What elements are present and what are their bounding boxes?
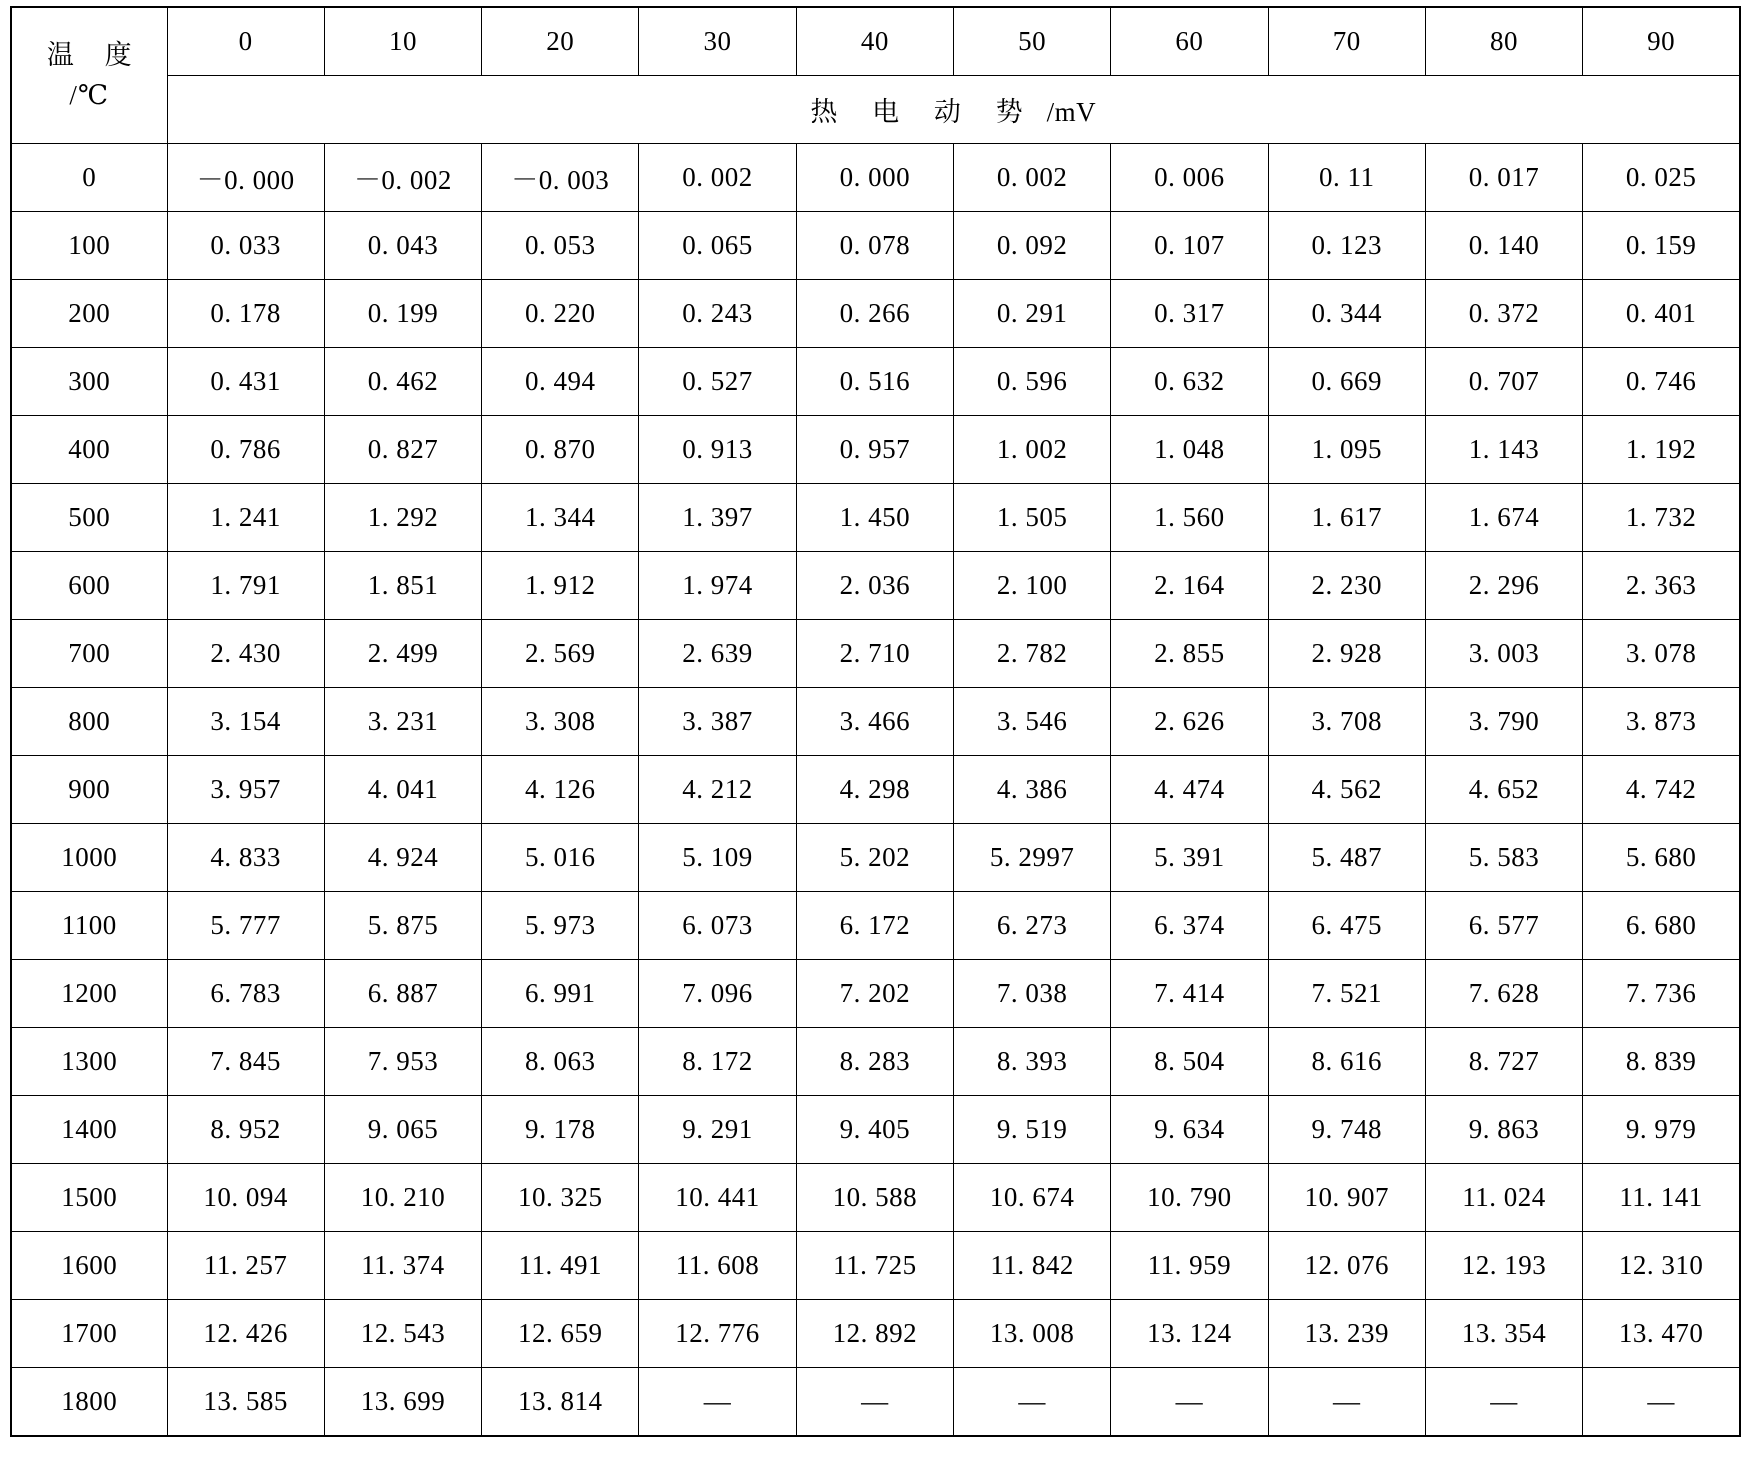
emf-value-cell: 0. 002 xyxy=(639,144,796,212)
emf-value-cell: 3. 790 xyxy=(1425,688,1582,756)
header-row-emf-band xyxy=(11,76,1740,144)
emf-band-cell xyxy=(167,76,1740,144)
emf-value-cell: 5. 875 xyxy=(324,892,481,960)
temperature-header-line1: 温 度 xyxy=(46,40,144,71)
emf-value-cell: 10. 674 xyxy=(953,1164,1110,1232)
emf-value-cell: 3. 957 xyxy=(167,756,324,824)
emf-value-cell: 1. 560 xyxy=(1111,484,1268,552)
emf-value-cell: 8. 839 xyxy=(1583,1028,1740,1096)
emf-value-cell: 7. 628 xyxy=(1425,960,1582,1028)
emf-value-cell: 7. 845 xyxy=(167,1028,324,1096)
row-temperature-cell: 1400 xyxy=(11,1096,167,1164)
row-temperature-cell: 100 xyxy=(11,212,167,280)
emf-value-cell: 1. 143 xyxy=(1425,416,1582,484)
emf-value-cell: 12. 193 xyxy=(1425,1232,1582,1300)
table-row xyxy=(11,620,1740,688)
emf-value-cell: 0. 078 xyxy=(796,212,953,280)
emf-value-cell: 10. 094 xyxy=(167,1164,324,1232)
row-temperature-cell: 1100 xyxy=(11,892,167,960)
table-row xyxy=(11,552,1740,620)
emf-value-cell: 8. 952 xyxy=(167,1096,324,1164)
emf-value-cell: 6. 680 xyxy=(1583,892,1740,960)
emf-value-cell: 6. 172 xyxy=(796,892,953,960)
emf-value-cell: 0. 140 xyxy=(1425,212,1582,280)
emf-value-cell: 12. 310 xyxy=(1583,1232,1740,1300)
table-row xyxy=(11,892,1740,960)
emf-value-cell: 1. 674 xyxy=(1425,484,1582,552)
emf-value-cell: 13. 585 xyxy=(167,1368,324,1437)
emf-value-cell: — xyxy=(1111,1368,1268,1437)
emf-value-cell: 3. 154 xyxy=(167,688,324,756)
emf-value-cell: 7. 953 xyxy=(324,1028,481,1096)
emf-value-cell: 2. 782 xyxy=(953,620,1110,688)
column-header-0: 0 xyxy=(167,7,324,76)
emf-value-cell: 12. 659 xyxy=(482,1300,639,1368)
emf-value-cell: 4. 298 xyxy=(796,756,953,824)
emf-value-cell: 4. 386 xyxy=(953,756,1110,824)
column-header-20: 20 xyxy=(482,7,639,76)
emf-value-cell: 7. 521 xyxy=(1268,960,1425,1028)
emf-value-cell: 8. 393 xyxy=(953,1028,1110,1096)
table-row xyxy=(11,1164,1740,1232)
table-row xyxy=(11,1096,1740,1164)
emf-value-cell: 0. 827 xyxy=(324,416,481,484)
emf-value-cell: 0. 033 xyxy=(167,212,324,280)
emf-value-cell: 2. 710 xyxy=(796,620,953,688)
row-temperature-cell: 1000 xyxy=(11,824,167,892)
emf-value-cell: 0. 000 xyxy=(796,144,953,212)
emf-value-cell: 8. 727 xyxy=(1425,1028,1582,1096)
emf-value-cell: 2. 036 xyxy=(796,552,953,620)
emf-value-cell: 0. 006 xyxy=(1111,144,1268,212)
emf-value-cell: 0. 344 xyxy=(1268,280,1425,348)
emf-value-cell: 9. 405 xyxy=(796,1096,953,1164)
column-header-10: 10 xyxy=(324,7,481,76)
row-temperature-cell: 1700 xyxy=(11,1300,167,1368)
table-row xyxy=(11,280,1740,348)
emf-value-cell: 0. 746 xyxy=(1583,348,1740,416)
emf-value-cell: 0. 786 xyxy=(167,416,324,484)
emf-value-cell: 0. 123 xyxy=(1268,212,1425,280)
row-temperature-cell: 200 xyxy=(11,280,167,348)
emf-value-cell: 1. 912 xyxy=(482,552,639,620)
emf-value-cell: 1. 002 xyxy=(953,416,1110,484)
emf-value-cell: 6. 577 xyxy=(1425,892,1582,960)
emf-value-cell: 4. 041 xyxy=(324,756,481,824)
emf-value-cell: 10. 325 xyxy=(482,1164,639,1232)
emf-value-cell: 7. 038 xyxy=(953,960,1110,1028)
emf-value-cell: 2. 639 xyxy=(639,620,796,688)
emf-value-cell: 5. 109 xyxy=(639,824,796,892)
emf-value-cell: 2. 855 xyxy=(1111,620,1268,688)
emf-value-cell: 1. 791 xyxy=(167,552,324,620)
emf-value-cell: 2. 626 xyxy=(1111,688,1268,756)
emf-value-cell: 0. 178 xyxy=(167,280,324,348)
row-temperature-cell: 0 xyxy=(11,144,167,212)
table-row xyxy=(11,1028,1740,1096)
emf-value-cell: 0. 401 xyxy=(1583,280,1740,348)
emf-value-cell: 5. 391 xyxy=(1111,824,1268,892)
emf-value-cell: 10. 907 xyxy=(1268,1164,1425,1232)
emf-value-cell: 10. 790 xyxy=(1111,1164,1268,1232)
emf-value-cell: 1. 617 xyxy=(1268,484,1425,552)
emf-value-cell: — xyxy=(1425,1368,1582,1437)
emf-value-cell: 0. 159 xyxy=(1583,212,1740,280)
emf-value-cell: 7. 202 xyxy=(796,960,953,1028)
emf-value-cell: 8. 616 xyxy=(1268,1028,1425,1096)
thermocouple-emf-table xyxy=(10,6,1741,1437)
emf-value-cell: 0. 107 xyxy=(1111,212,1268,280)
emf-value-cell: 0. 043 xyxy=(324,212,481,280)
column-header-60: 60 xyxy=(1111,7,1268,76)
emf-value-cell: 0. 707 xyxy=(1425,348,1582,416)
emf-value-cell: 9. 178 xyxy=(482,1096,639,1164)
emf-value-cell: 11. 725 xyxy=(796,1232,953,1300)
emf-value-cell: 13. 354 xyxy=(1425,1300,1582,1368)
row-temperature-cell: 800 xyxy=(11,688,167,756)
row-temperature-cell: 1300 xyxy=(11,1028,167,1096)
emf-value-cell: 8. 172 xyxy=(639,1028,796,1096)
emf-value-cell: 1. 095 xyxy=(1268,416,1425,484)
emf-value-cell: 6. 887 xyxy=(324,960,481,1028)
emf-value-cell: 6. 783 xyxy=(167,960,324,1028)
column-header-50: 50 xyxy=(953,7,1110,76)
emf-value-cell: 4. 833 xyxy=(167,824,324,892)
emf-value-cell: 11. 141 xyxy=(1583,1164,1740,1232)
emf-value-cell: 2. 569 xyxy=(482,620,639,688)
emf-value-cell: 12. 426 xyxy=(167,1300,324,1368)
emf-value-cell: 9. 291 xyxy=(639,1096,796,1164)
emf-value-cell: －0. 002 xyxy=(324,144,481,212)
emf-value-cell: 4. 562 xyxy=(1268,756,1425,824)
emf-value-cell: 9. 065 xyxy=(324,1096,481,1164)
emf-value-cell: 3. 708 xyxy=(1268,688,1425,756)
emf-value-cell: 12. 776 xyxy=(639,1300,796,1368)
table-row xyxy=(11,688,1740,756)
emf-value-cell: 0. 199 xyxy=(324,280,481,348)
row-temperature-cell: 1200 xyxy=(11,960,167,1028)
emf-value-cell: 1. 292 xyxy=(324,484,481,552)
emf-value-cell: 0. 025 xyxy=(1583,144,1740,212)
emf-value-cell: — xyxy=(953,1368,1110,1437)
emf-value-cell: 6. 273 xyxy=(953,892,1110,960)
emf-value-cell: 6. 991 xyxy=(482,960,639,1028)
emf-value-cell: 8. 063 xyxy=(482,1028,639,1096)
emf-value-cell: 7. 414 xyxy=(1111,960,1268,1028)
table-row xyxy=(11,1368,1740,1437)
emf-value-cell: 11. 842 xyxy=(953,1232,1110,1300)
row-temperature-cell: 1800 xyxy=(11,1368,167,1437)
header-row-columns xyxy=(11,7,1740,76)
emf-value-cell: 13. 124 xyxy=(1111,1300,1268,1368)
emf-value-cell: 2. 363 xyxy=(1583,552,1740,620)
column-header-30: 30 xyxy=(639,7,796,76)
emf-value-cell: 5. 2997 xyxy=(953,824,1110,892)
column-header-90: 90 xyxy=(1583,7,1740,76)
emf-value-cell: 9. 634 xyxy=(1111,1096,1268,1164)
emf-value-cell: 0. 669 xyxy=(1268,348,1425,416)
table-row xyxy=(11,756,1740,824)
table-row xyxy=(11,484,1740,552)
emf-value-cell: 4. 924 xyxy=(324,824,481,892)
emf-value-cell: 6. 073 xyxy=(639,892,796,960)
emf-value-cell: 0. 957 xyxy=(796,416,953,484)
emf-value-cell: －0. 000 xyxy=(167,144,324,212)
column-header-70: 70 xyxy=(1268,7,1425,76)
emf-value-cell: 2. 430 xyxy=(167,620,324,688)
emf-value-cell: 13. 814 xyxy=(482,1368,639,1437)
emf-value-cell: 5. 583 xyxy=(1425,824,1582,892)
table-row xyxy=(11,212,1740,280)
emf-value-cell: 11. 257 xyxy=(167,1232,324,1300)
row-temperature-cell: 600 xyxy=(11,552,167,620)
emf-value-cell: 3. 078 xyxy=(1583,620,1740,688)
row-temperature-cell: 700 xyxy=(11,620,167,688)
emf-value-cell: 0. 913 xyxy=(639,416,796,484)
emf-value-cell: 1. 732 xyxy=(1583,484,1740,552)
emf-value-cell: 9. 519 xyxy=(953,1096,1110,1164)
emf-value-cell: 0. 220 xyxy=(482,280,639,348)
emf-value-cell: 4. 212 xyxy=(639,756,796,824)
emf-value-cell: 13. 239 xyxy=(1268,1300,1425,1368)
emf-value-cell: 3. 873 xyxy=(1583,688,1740,756)
emf-value-cell: 3. 387 xyxy=(639,688,796,756)
column-header-80: 80 xyxy=(1425,7,1582,76)
emf-value-cell: 1. 505 xyxy=(953,484,1110,552)
emf-value-cell: — xyxy=(1583,1368,1740,1437)
emf-value-cell: 3. 231 xyxy=(324,688,481,756)
table-row xyxy=(11,144,1740,212)
emf-value-cell: 2. 928 xyxy=(1268,620,1425,688)
emf-value-cell: －0. 003 xyxy=(482,144,639,212)
emf-value-cell: 0. 431 xyxy=(167,348,324,416)
emf-value-cell: 5. 973 xyxy=(482,892,639,960)
emf-value-cell: 0. 462 xyxy=(324,348,481,416)
emf-value-cell: 0. 317 xyxy=(1111,280,1268,348)
table-row xyxy=(11,824,1740,892)
table-row xyxy=(11,1232,1740,1300)
emf-value-cell: 4. 742 xyxy=(1583,756,1740,824)
emf-value-cell: 5. 777 xyxy=(167,892,324,960)
emf-value-cell: 5. 680 xyxy=(1583,824,1740,892)
emf-value-cell: 3. 546 xyxy=(953,688,1110,756)
emf-value-cell: 8. 283 xyxy=(796,1028,953,1096)
emf-value-cell: 12. 543 xyxy=(324,1300,481,1368)
emf-value-cell: 0. 11 xyxy=(1268,144,1425,212)
emf-value-cell: 9. 863 xyxy=(1425,1096,1582,1164)
emf-value-cell: 6. 374 xyxy=(1111,892,1268,960)
emf-value-cell: 0. 002 xyxy=(953,144,1110,212)
emf-value-cell: 0. 291 xyxy=(953,280,1110,348)
emf-value-cell: 9. 748 xyxy=(1268,1096,1425,1164)
row-temperature-cell: 300 xyxy=(11,348,167,416)
table-row xyxy=(11,348,1740,416)
emf-value-cell: 3. 003 xyxy=(1425,620,1582,688)
emf-value-cell: — xyxy=(1268,1368,1425,1437)
emf-value-cell: 4. 126 xyxy=(482,756,639,824)
emf-value-cell: 13. 008 xyxy=(953,1300,1110,1368)
emf-value-cell: 11. 959 xyxy=(1111,1232,1268,1300)
emf-band-label: 热 电 动 势 xyxy=(810,97,1037,127)
emf-value-cell: 2. 499 xyxy=(324,620,481,688)
emf-value-cell: 1. 851 xyxy=(324,552,481,620)
emf-value-cell: — xyxy=(639,1368,796,1437)
emf-value-cell: 1. 397 xyxy=(639,484,796,552)
emf-value-cell: 10. 588 xyxy=(796,1164,953,1232)
emf-value-cell: 0. 596 xyxy=(953,348,1110,416)
emf-value-cell: 5. 487 xyxy=(1268,824,1425,892)
emf-value-cell: 10. 210 xyxy=(324,1164,481,1232)
emf-value-cell: 10. 441 xyxy=(639,1164,796,1232)
emf-value-cell: 7. 096 xyxy=(639,960,796,1028)
row-temperature-cell: 400 xyxy=(11,416,167,484)
emf-value-cell: 4. 652 xyxy=(1425,756,1582,824)
emf-value-cell: 1. 048 xyxy=(1111,416,1268,484)
emf-value-cell: 0. 053 xyxy=(482,212,639,280)
emf-value-cell: — xyxy=(796,1368,953,1437)
emf-value-cell: 12. 076 xyxy=(1268,1232,1425,1300)
emf-value-cell: 2. 164 xyxy=(1111,552,1268,620)
emf-value-cell: 2. 296 xyxy=(1425,552,1582,620)
temperature-header-cell xyxy=(11,7,167,144)
emf-value-cell: 7. 736 xyxy=(1583,960,1740,1028)
emf-value-cell: 0. 516 xyxy=(796,348,953,416)
table-row xyxy=(11,960,1740,1028)
row-temperature-cell: 1600 xyxy=(11,1232,167,1300)
emf-value-cell: 0. 092 xyxy=(953,212,1110,280)
row-temperature-cell: 1500 xyxy=(11,1164,167,1232)
emf-value-cell: 0. 243 xyxy=(639,280,796,348)
emf-value-cell: 0. 870 xyxy=(482,416,639,484)
emf-value-cell: 3. 466 xyxy=(796,688,953,756)
emf-value-cell: 2. 230 xyxy=(1268,552,1425,620)
emf-band-unit: /mV xyxy=(1046,97,1097,127)
emf-value-cell: 3. 308 xyxy=(482,688,639,756)
emf-value-cell: 13. 699 xyxy=(324,1368,481,1437)
emf-value-cell: 0. 017 xyxy=(1425,144,1582,212)
emf-value-cell: 5. 202 xyxy=(796,824,953,892)
emf-value-cell: 4. 474 xyxy=(1111,756,1268,824)
emf-value-cell: 1. 974 xyxy=(639,552,796,620)
emf-value-cell: 0. 494 xyxy=(482,348,639,416)
emf-value-cell: 1. 450 xyxy=(796,484,953,552)
emf-value-cell: 11. 608 xyxy=(639,1232,796,1300)
emf-value-cell: 5. 016 xyxy=(482,824,639,892)
emf-value-cell: 11. 491 xyxy=(482,1232,639,1300)
table-row xyxy=(11,416,1740,484)
emf-value-cell: 0. 065 xyxy=(639,212,796,280)
emf-value-cell: 13. 470 xyxy=(1583,1300,1740,1368)
emf-value-cell: 1. 344 xyxy=(482,484,639,552)
emf-value-cell: 11. 374 xyxy=(324,1232,481,1300)
emf-value-cell: 0. 372 xyxy=(1425,280,1582,348)
column-header-40: 40 xyxy=(796,7,953,76)
emf-value-cell: 2. 100 xyxy=(953,552,1110,620)
emf-value-cell: 0. 527 xyxy=(639,348,796,416)
emf-value-cell: 11. 024 xyxy=(1425,1164,1582,1232)
emf-value-cell: 12. 892 xyxy=(796,1300,953,1368)
row-temperature-cell: 500 xyxy=(11,484,167,552)
emf-value-cell: 0. 632 xyxy=(1111,348,1268,416)
temperature-header-line2: /℃ xyxy=(69,79,110,110)
emf-value-cell: 6. 475 xyxy=(1268,892,1425,960)
emf-value-cell: 8. 504 xyxy=(1111,1028,1268,1096)
emf-value-cell: 0. 266 xyxy=(796,280,953,348)
emf-value-cell: 1. 192 xyxy=(1583,416,1740,484)
emf-value-cell: 1. 241 xyxy=(167,484,324,552)
row-temperature-cell: 900 xyxy=(11,756,167,824)
emf-value-cell: 9. 979 xyxy=(1583,1096,1740,1164)
table-row xyxy=(11,1300,1740,1368)
